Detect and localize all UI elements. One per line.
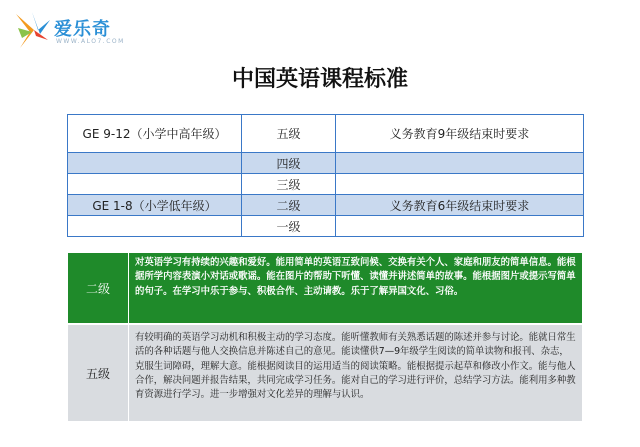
requirement-cell: 义务教育6年级结束时要求 [336,195,584,216]
star-logo-icon [12,10,52,50]
table-row [68,195,584,216]
requirement-cell [336,153,584,174]
table-row [68,115,584,153]
logo-text: 爱乐奇 [54,19,111,40]
level-label: 五级 [68,325,129,421]
table-row [68,153,584,174]
grade-range-cell [68,216,242,237]
level-cell: 一级 [242,216,336,237]
alo7-logo [12,10,142,54]
grade-range-cell [68,174,242,195]
grade-range-cell [68,153,242,174]
level-cell: 二级 [242,195,336,216]
level-description-text: 有较明确的英语学习动机和积极主动的学习态度。能听懂教师有关熟悉话题的陈述并参与讨论。能就日常生活的各种话题与他人交换信息并陈述自己的意见。能读懂供7—9年级学生阅读的简单读物和报刊、杂志，克服生词障碍，理解大意。能根据阅读目的运用适当的阅读策略。能根据提示起草和修改小作文。能与他人合作，解决问题并报告结果，共同完成学习任务。能对自己的学习进行评价，总结学习方法。能利用多种教育资源进行学习。进一步增强对文化差异的理解与认识。 [135,332,576,401]
requirement-cell: 义务教育9年级结束时要求 [336,115,584,153]
curriculum-level-table [67,114,584,237]
level-cell: 三级 [242,174,336,195]
requirement-cell [336,216,584,237]
page-title: 中国英语课程标准 [231,67,408,92]
level-label: 二级 [68,253,129,323]
logo-subtext: WWW.ALO7.COM [56,38,125,45]
level-5-description-panel [67,324,583,422]
requirement-cell [336,174,584,195]
level-cell: 五级 [242,115,336,153]
level-description-text: 对英语学习有持续的兴趣和爱好。能用简单的英语互致问候、交换有关个人、家庭和朋友的简单信息。能根据所学内容表演小对话或歌谣。能在图片的帮助下听懂、读懂并讲述简单的故事。能根据图片或提示写简单的句子。在学习中乐于参与、积极合作、主动请教。乐于了解异国文化、习俗。 [135,257,576,297]
table-row [68,216,584,237]
table-row [68,174,584,195]
grade-range-cell: GE 9-12（小学中高年级） [68,115,242,153]
grade-range-cell: GE 1-8（小学低年级） [68,195,242,216]
level-2-description-panel [67,252,583,324]
level-cell: 四级 [242,153,336,174]
